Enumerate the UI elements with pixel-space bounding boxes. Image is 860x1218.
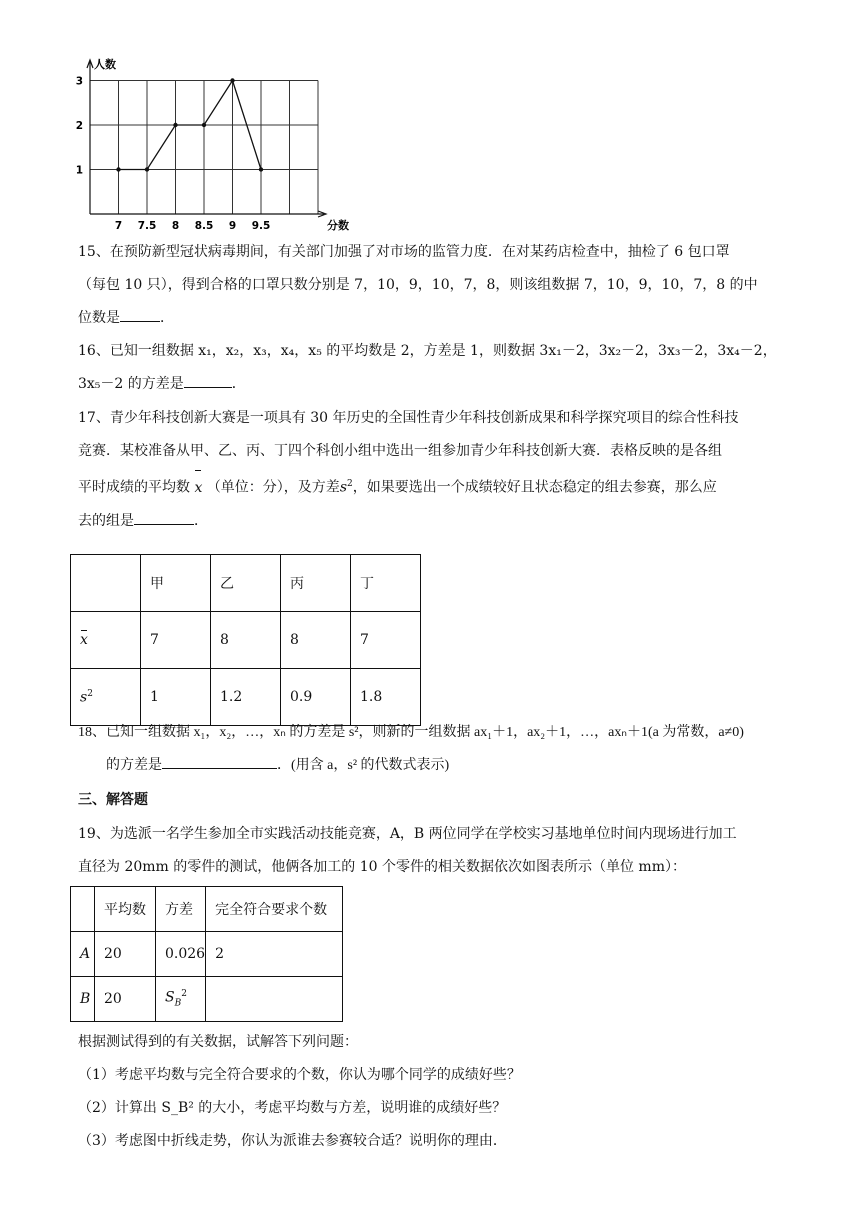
table-row (71, 932, 343, 977)
chart-labels (76, 57, 349, 232)
data-point (116, 167, 120, 171)
q16-line1: 16、已知一组数据 x₁，x₂，x₃，x₄，x₅ 的平均数是 2，方差是 1，则数据 3x₁－2，3x₂－2，3x₃－2，3x₄－2， (78, 343, 777, 359)
table-cell: 8 (211, 612, 281, 669)
s-squared-symbol: s (339, 479, 347, 496)
x-tick-label: 8 (171, 220, 180, 232)
table-row (71, 612, 421, 669)
answer-blank[interactable] (162, 750, 277, 769)
data-point (202, 123, 206, 127)
x-axis-label: 分数 (327, 219, 349, 232)
x-bar-symbol: x (194, 472, 202, 505)
q17-line1: 17、青少年科技创新大赛是一项具有 30 年历史的全国性青少年科技创新成果和科学探究项目的综合性科技 (78, 410, 739, 426)
table-cell (71, 555, 141, 612)
x-tick-label: 9.5 (251, 220, 271, 232)
q17-line2: 竞赛．某校准备从甲、乙、丙、丁四个科创小组中选出一组参加青少年科技创新大赛．表格反映的是各组 (78, 443, 722, 459)
q15-line3-post: ． (160, 310, 174, 326)
q17-line3-b: （单位：分），及方差 (206, 479, 340, 496)
q19-table (70, 886, 343, 1022)
q15-line1: 15、在预防新型冠状病毒期间，有关部门加强了对市场的监管力度．在对某药店检查中，抽检了 6 包口罩 (78, 244, 730, 260)
table-cell: 7 (351, 612, 421, 669)
table-cell: 完全符合要求个数 (206, 887, 343, 932)
table-cell: 0.9 (281, 669, 351, 726)
table-cell: 平均数 (95, 887, 156, 932)
answer-blank[interactable] (184, 369, 232, 388)
question-19 (78, 818, 790, 884)
question-15 (78, 236, 790, 335)
y-tick-label: 2 (75, 120, 83, 132)
q15-line3-pre: 位数是 (78, 310, 120, 326)
question-18 (78, 716, 790, 782)
answer-blank[interactable] (134, 506, 194, 525)
table-cell: 2 (206, 932, 343, 977)
table-row (71, 977, 343, 1022)
q17-table (70, 554, 421, 726)
x-tick-label: 7 (114, 220, 123, 232)
table-cell: 7 (141, 612, 211, 669)
x-tick-label: 8.5 (194, 220, 214, 232)
y-axis-label: 人数 (94, 58, 116, 71)
table-cell: 丁 (351, 555, 421, 612)
question-17: 17、青少年科技创新大赛是一项具有 30 年历史的全国性青少年科技创新成果和科学探究项目的综合性科技 竞赛．某校准备从甲、乙、丙、丁四个科创小组中选出一组参加青少年科技创新大赛．表格反映的是各组 平时成绩的平均数 x （单位：分），及方差$s^2$，如果要选出一个成绩较好且状态稳定的组去参赛，那么应 去的组是 ． (78, 410, 739, 529)
data-point (259, 167, 263, 171)
q18-line2-post: ．(用含 a，s² 的代数式表示) (277, 758, 450, 773)
x-bar-symbol: x (80, 632, 88, 648)
table-cell: B (71, 977, 95, 1022)
section-title: 三、解答题 (78, 792, 148, 808)
table-cell: 1.2 (211, 669, 281, 726)
table-row (71, 887, 343, 932)
q18-line2-pre: 的方差是 (106, 758, 162, 773)
y-tick-label: 1 (75, 164, 83, 177)
chart-axes (87, 60, 326, 217)
data-point (173, 123, 177, 127)
table-cell: 方差 (156, 887, 206, 932)
question-16 (78, 335, 790, 401)
table-cell: 20 (95, 932, 156, 977)
q16-line2-pre: 3x₅－2 的方差是 (78, 376, 184, 392)
score-line-chart (70, 50, 349, 235)
table-cell: 8 (281, 612, 351, 669)
table-cell (71, 887, 95, 932)
q16-line2-post: ． (231, 376, 246, 392)
y-tick-label: 3 (75, 75, 83, 88)
q19-sub2: （2）计算出 S_B² 的大小，考虑平均数与方差，说明谁的成绩好些？ (78, 1100, 507, 1116)
q17-line4-post: ． (194, 512, 208, 529)
table-cell: $S_B^2$ (156, 977, 206, 1022)
x-tick-label: 9 (228, 220, 237, 232)
q19-line2: 直径为 20mm 的零件的测试，他俩各加工的 10 个零件的相关数据依次如图表所示（单位 mm）： (78, 859, 686, 875)
table-cell: $s^2$ (71, 669, 141, 726)
q19-intro: 根据测试得到的有关数据，试解答下列问题： (78, 1034, 358, 1050)
table-cell (206, 977, 343, 1022)
q18-line1: 18、已知一组数据 x₁，x₂，…，xₙ 的方差是 s²，则新的一组数据 ax₁＋1，ax₂＋1，…，axₙ＋1(a 为常数，a≠0) (78, 725, 744, 740)
table-row (71, 555, 421, 612)
chart-grid (90, 81, 318, 215)
table-cell (71, 612, 141, 669)
x-tick-label: 7.5 (137, 220, 157, 232)
q15-line2: （每包 10 只），得到合格的口罩只数分别是 7，10，9，10，7，8，则该组数据 7，10，9，10，7，8 的中 (78, 277, 758, 293)
q17-line3-c: ，如果要选出一个成绩较好且状态稳定的组去参赛，那么应 (352, 479, 717, 496)
q19-line1: 19、为选派一名学生参加全市实践活动技能竞赛，A，B 两位同学在学校实习基地单位时间内现场进行加工 (78, 826, 737, 842)
q19-sub1: （1）考虑平均数与完全符合要求的个数，你认为哪个同学的成绩好些？ (78, 1067, 521, 1083)
question-19-parts (78, 1026, 790, 1158)
table-cell: 0.026 (156, 932, 206, 977)
table-cell: 甲 (141, 555, 211, 612)
data-point (230, 78, 234, 82)
q19-sub3: （3）考虑图中折线走势，你认为派谁去参赛较合适？说明你的理由． (78, 1133, 507, 1149)
table-cell: A (71, 932, 95, 977)
q17-line4-pre: 去的组是 (78, 512, 134, 529)
table-cell: 丙 (281, 555, 351, 612)
table-cell: 1 (141, 669, 211, 726)
table-cell: 乙 (211, 555, 281, 612)
answer-blank[interactable] (120, 303, 160, 322)
table-cell: 20 (95, 977, 156, 1022)
data-point (145, 167, 149, 171)
table-cell: 1.8 (351, 669, 421, 726)
q17-line3-a: 平时成绩的平均数 (78, 479, 190, 496)
